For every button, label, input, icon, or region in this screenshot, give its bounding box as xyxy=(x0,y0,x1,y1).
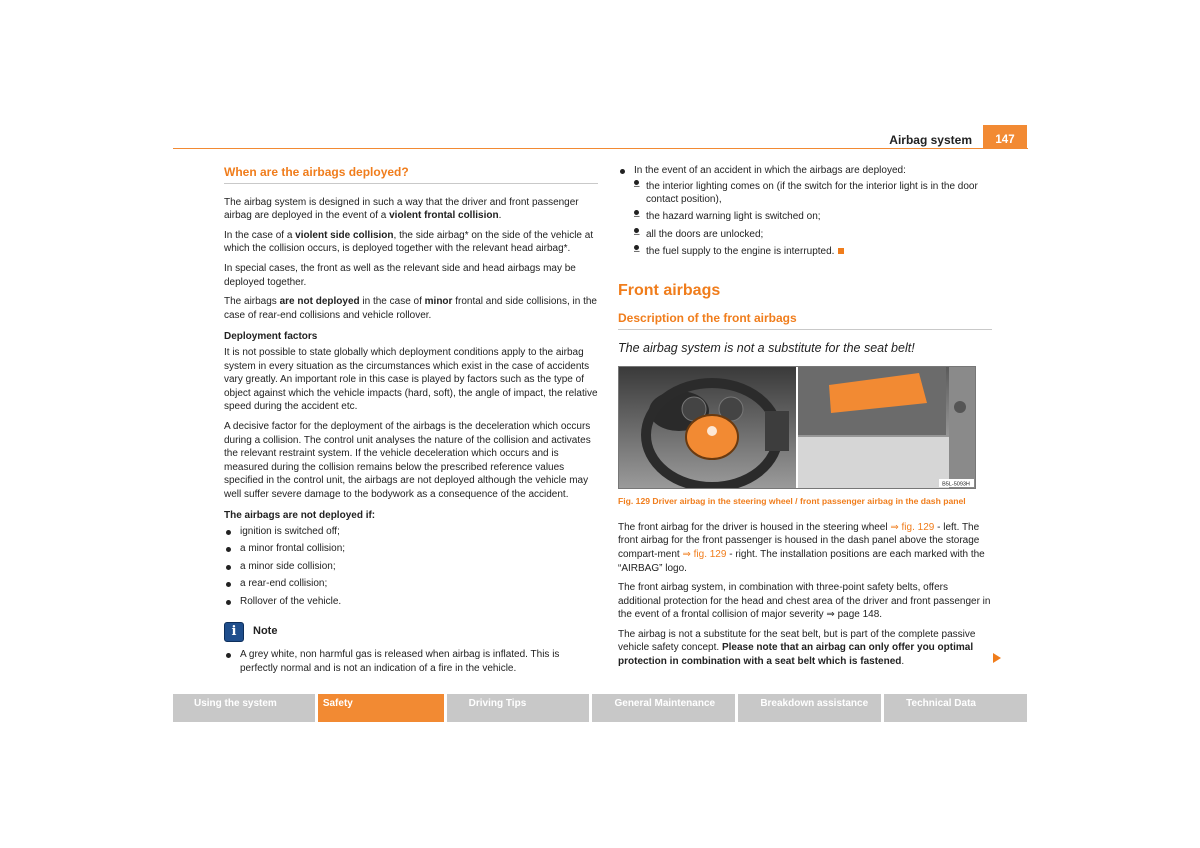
figure-reference-link[interactable]: ⇒ fig. 129 xyxy=(890,521,935,533)
lead-sentence: The airbag system is not a substitute for the seat belt! xyxy=(618,340,915,355)
figure-reference-link[interactable]: ⇒ fig. 129 xyxy=(682,548,727,560)
list-item: a rear-end collision; xyxy=(224,577,598,591)
nav-tab-safety[interactable]: Safety xyxy=(318,694,444,722)
subheading-description: Description of the front airbags xyxy=(618,312,992,330)
figure-129-image xyxy=(618,366,976,489)
paragraph: In special cases, the front as well as the relevant side and head airbags may be deployed together. xyxy=(224,262,576,288)
airbag-illustration xyxy=(619,367,975,488)
note-text: A grey white, non harmful gas is released when airbag is inflated. This is perfectly normal and is not an indication of a fire in the vehicle. xyxy=(224,648,598,675)
page-number: 147 xyxy=(983,125,1027,149)
accident-list xyxy=(618,164,992,258)
nav-tab-technical-data[interactable]: Technical Data xyxy=(884,694,1027,722)
paragraph: The front airbag for the driver is housed in the steering wheel ⇒ fig. 129 - left. The front airbag for the front passenger is housed in the dash panel above the storage compart-ment ⇒ fig. 129 - right. The installation positions are each marked with the “AIRBAG” logo. xyxy=(618,521,985,574)
paragraph: In the case of a violent side collision, the side airbag* on the side of the vehicle at which the collision occurs, is deployed together with the relevant head airbag*. xyxy=(224,229,594,255)
header-rule xyxy=(173,148,1028,149)
not-deployed-list xyxy=(224,525,598,608)
paragraph: A decisive factor for the deployment of the airbags is the deceleration which occurs during a collision. The control unit analyses the nature of the collision and activates the relevant restraint system. If the vehicle deceleration which occurs and is measured during the collision remains below the prescribed reference values specified in the control unit, the airbags are not deployed although the vehicle may well suffer severe damage to the bodywork as a consequence of the accident. xyxy=(224,420,591,500)
figure-caption: Fig. 129 Driver airbag in the steering wheel / front passenger airbag in the dash panel xyxy=(618,496,966,507)
nav-tab-general-maintenance[interactable]: General Maintenance xyxy=(592,694,735,722)
section-end-marker xyxy=(838,248,844,254)
paragraph: The front airbag system, in combination with three-point safety belts, offers additional protection for the head and chest area of the driver and front passenger in the event of a frontal collision of major severity ⇒ page 148. xyxy=(618,582,991,621)
list-item: In the event of an accident in which the airbags are deployed: – the interior lighting comes on (if the switch for the interior light is in the door contact position), – the hazard warning light is switched on; – all the doors are unlocked; – the fuel supply to the engine is interrupted. xyxy=(618,164,992,258)
dash-item: – the interior lighting comes on (if the switch for the interior light is in the door contact position), xyxy=(634,180,992,207)
right-column xyxy=(618,164,992,675)
chapter-nav xyxy=(173,694,1027,722)
paragraph: The airbag is not a substitute for the seat belt, but is part of the complete passive vehicle safety concept. Please note that an airbag can only offer you optimal protection in combination with a seat belt which is fastened. xyxy=(618,628,976,668)
nav-tab-breakdown-assistance[interactable]: Breakdown assistance xyxy=(738,694,881,722)
list-item: a minor frontal collision; xyxy=(224,542,598,556)
info-icon: i xyxy=(224,622,244,642)
subheading-deployment-factors: Deployment factors xyxy=(224,331,318,343)
page-title: Airbag system xyxy=(889,133,972,147)
list-item: Rollover of the vehicle. xyxy=(224,595,598,609)
note-header xyxy=(224,622,598,642)
note-list xyxy=(224,648,598,675)
list-item: ignition is switched off; xyxy=(224,525,598,539)
dash-list xyxy=(634,180,992,259)
nav-tab-using-the-system[interactable]: Using the system xyxy=(173,694,315,722)
note-label: Note xyxy=(253,625,278,638)
dash-item: – the fuel supply to the engine is interrupted. xyxy=(634,245,992,259)
left-column xyxy=(224,166,598,679)
dash-item: – the hazard warning light is switched on; xyxy=(634,210,992,224)
nav-tab-driving-tips[interactable]: Driving Tips xyxy=(447,694,590,722)
continue-arrow-icon[interactable] xyxy=(993,653,1001,663)
paragraph: The airbags are not deployed in the case of minor frontal and side collisions, in the case of rear-end collisions and vehicle rollover. xyxy=(224,296,597,321)
subheading-not-deployed: The airbags are not deployed if: xyxy=(224,510,376,522)
figure-code: B5L-5093H xyxy=(942,481,970,488)
paragraph: It is not possible to state globally which deployment conditions apply to the airbag system in every situation as the circumstances which exist in the case of accidents vary greatly. An important role in this case is played by factors such as the type of object against which the vehicle impacts (hard, soft), the angle of impact, the relative speed during the accident etc. xyxy=(224,346,598,413)
dash-item: – all the doors are unlocked; xyxy=(634,228,992,242)
list-item: a minor side collision; xyxy=(224,560,598,574)
paragraph: The airbag system is designed in such a way that the driver and front passenger airbag are deployed in the event of a violent frontal collision. xyxy=(224,196,579,222)
section-heading-deployment: When are the airbags deployed? xyxy=(224,166,598,184)
section-title-front-airbags: Front airbags xyxy=(618,282,721,300)
